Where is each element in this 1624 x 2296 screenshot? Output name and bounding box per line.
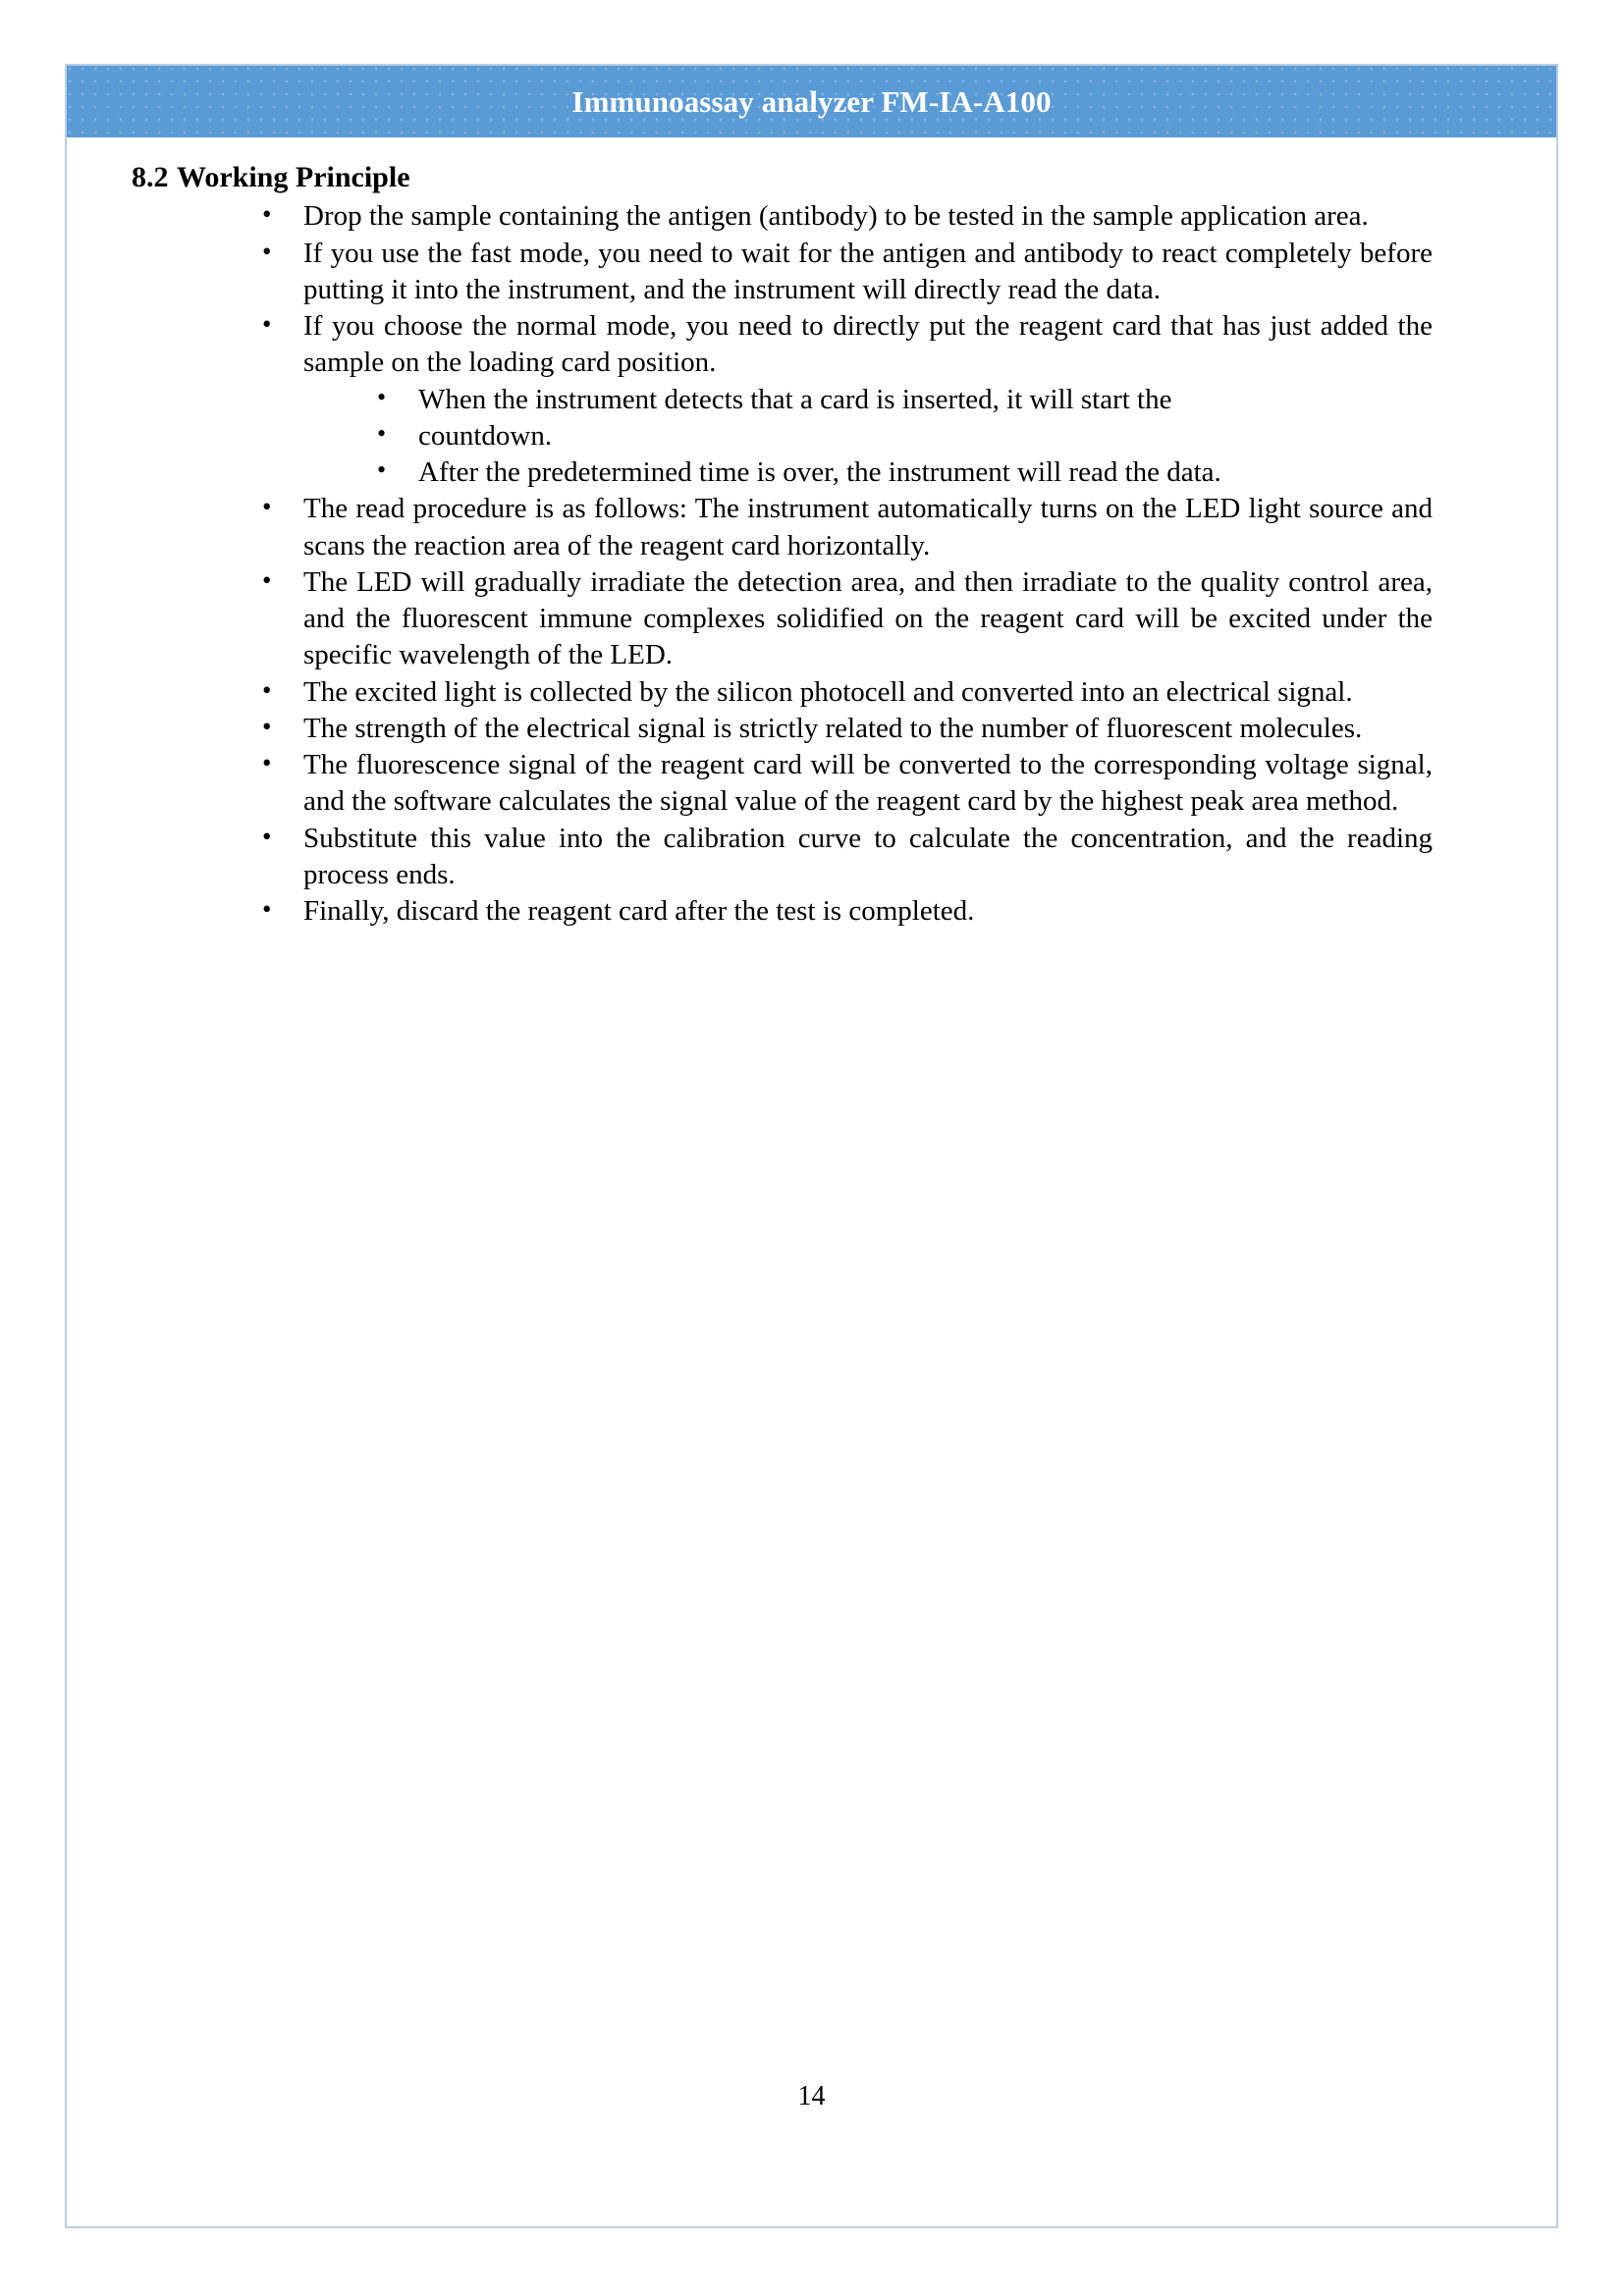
sub-bullet-item	[377, 418, 1513, 454]
bullet-item	[262, 711, 1433, 747]
page-frame	[65, 64, 1558, 2228]
section-title: Working Principle	[177, 161, 410, 193]
page-content	[132, 160, 1433, 930]
section-number: 8.2	[132, 161, 169, 193]
document-title: Immunoassay analyzer FM-IA-A100	[571, 84, 1052, 119]
bullet-text: The read procedure is as follows: The instrument automatically turns on the LED light source and scans the reaction area of the reagent card horizontally.	[303, 493, 1433, 561]
sub-bullet-text: When the instrument detects that a card is inserted, it will start the	[418, 383, 1172, 415]
bullet-sublist	[303, 382, 1433, 492]
bullet-item	[262, 491, 1433, 564]
bullet-text: If you choose the normal mode, you need to directly put the reagent card that has just added the sample on the loading card position.	[303, 310, 1433, 379]
bullet-item	[262, 198, 1433, 235]
bullet-text: The LED will gradually irradiate the detection area, and then irradiate to the quality control area, and the fluorescent immune complexes solidified on the reagent card will be excited under the specific wavelength of the LED.	[303, 565, 1433, 671]
bullet-text: The fluorescence signal of the reagent card will be converted to the corresponding voltage signal, and the software calculates the signal value of the reagent card by the highest peak area method.	[303, 749, 1433, 818]
bullet-item	[262, 308, 1433, 491]
bullet-item	[262, 236, 1433, 309]
sub-bullet-text: After the predetermined time is over, the instrument will read the data.	[418, 456, 1221, 489]
bullet-text: Drop the sample containing the antigen (antibody) to be tested in the sample application area.	[303, 200, 1369, 233]
bullet-item	[262, 821, 1433, 894]
bullet-item	[262, 747, 1433, 821]
section-heading	[132, 160, 1433, 194]
bullet-text: If you use the fast mode, you need to wait for the antigen and antibody to react completely before putting it into the instrument, and the instrument will directly read the data.	[303, 237, 1433, 305]
running-header	[67, 66, 1556, 137]
bullet-text: The strength of the electrical signal is strictly related to the number of fluorescent molecules.	[303, 712, 1363, 744]
bullet-text: Finally, discard the reagent card after the test is completed.	[303, 895, 975, 928]
sub-bullet-text: countdown.	[418, 419, 553, 452]
working-principle-list	[132, 198, 1433, 930]
sub-bullet-item	[377, 454, 1513, 491]
bullet-text: The excited light is collected by the silicon photocell and converted into an electrical signal.	[303, 675, 1353, 708]
bullet-item	[262, 564, 1433, 674]
bullet-item	[262, 674, 1433, 711]
sub-bullet-item	[377, 382, 1513, 418]
bullet-text: Substitute this value into the calibration curve to calculate the concentration, and the reading process ends.	[303, 822, 1433, 890]
page-number: 14	[797, 2081, 826, 2111]
bullet-item	[262, 893, 1433, 930]
